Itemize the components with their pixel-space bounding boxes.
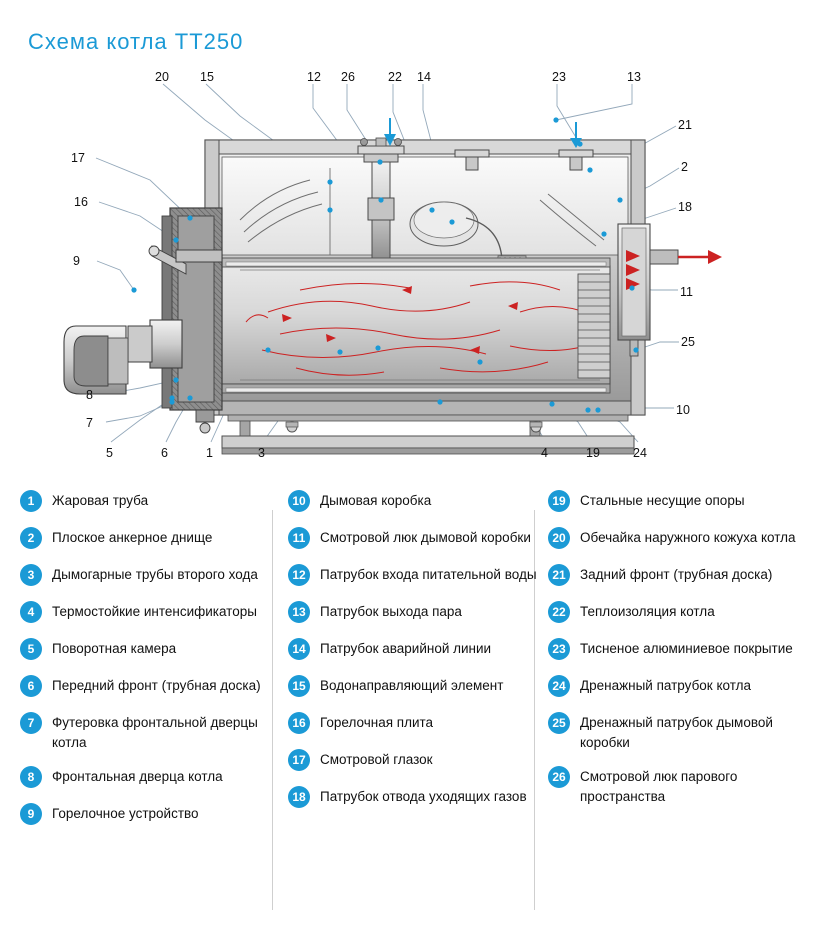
- legend-badge-4: 4: [20, 601, 42, 623]
- callout-15: 15: [200, 70, 214, 84]
- legend-item-4: [20, 601, 278, 625]
- legend-badge-10: 10: [288, 490, 310, 512]
- callout-10: 10: [676, 403, 690, 417]
- legend-item-25: [548, 712, 810, 753]
- legend-label-12: Патрубок входа питательной воды: [320, 567, 537, 582]
- callout-24: 24: [633, 446, 647, 460]
- legend-label-1: Жаровая труба: [52, 493, 149, 508]
- legend-label-23: Тисненое алюминиевое покрытие: [580, 641, 793, 656]
- callout-16: 16: [74, 195, 88, 209]
- legend-badge-15: 15: [288, 675, 310, 697]
- legend-item-23: [548, 638, 810, 662]
- boiler-supports: [222, 415, 634, 454]
- legend-item-7: [20, 712, 278, 753]
- legend-column-3: [548, 490, 810, 820]
- legend-badge-23: 23: [548, 638, 570, 660]
- legend-badge-20: 20: [548, 527, 570, 549]
- legend-item-18: [288, 786, 546, 810]
- callout-23: 23: [552, 70, 566, 84]
- flue-gas-arrows: [626, 250, 640, 290]
- callout-5: 5: [106, 446, 113, 460]
- legend-label-19: Стальные несущие опоры: [580, 493, 745, 508]
- page-title: Схема котла ТТ250: [28, 28, 244, 54]
- legend-label-3: Дымогарные трубы второго хода: [52, 567, 258, 582]
- legend-item-2: [20, 527, 278, 551]
- legend-label-18: Патрубок отвода уходящих газов: [320, 789, 527, 804]
- legend-label-10: Дымовая коробка: [320, 493, 432, 508]
- legend-label-26: Смотровой люк парового пространства: [580, 769, 738, 804]
- legend-item-11: [288, 527, 546, 551]
- legend-label-13: Патрубок выхода пара: [320, 604, 462, 619]
- legend-item-9: [20, 803, 278, 827]
- callout-4: 4: [541, 446, 548, 460]
- furnace-flame-tube: [222, 258, 610, 393]
- callout-20: 20: [155, 70, 169, 84]
- callout-9: 9: [73, 254, 80, 268]
- callout-21: 21: [678, 118, 692, 132]
- legend-label-2: Плоское анкерное днище: [52, 530, 213, 545]
- legend-label-17: Смотровой глазок: [320, 752, 433, 767]
- legend-label-5: Поворотная камера: [52, 641, 177, 656]
- legend-column-2: [288, 490, 546, 823]
- legend-item-16: [288, 712, 546, 736]
- legend-label-6: Передний фронт (трубная доска): [52, 678, 261, 693]
- legend-badge-22: 22: [548, 601, 570, 623]
- legend-badge-24: 24: [548, 675, 570, 697]
- callout-26: 26: [341, 70, 355, 84]
- legend-label-22: Теплоизоляция котла: [580, 604, 715, 619]
- legend-item-5: [20, 638, 278, 662]
- legend-label-11: Смотровой люк дымовой коробки: [320, 530, 531, 545]
- legend-item-19: [548, 490, 810, 514]
- legend-label-9: Горелочное устройство: [52, 806, 199, 821]
- legend-badge-12: 12: [288, 564, 310, 586]
- callout-8: 8: [86, 388, 93, 402]
- legend-item-26: [548, 766, 810, 807]
- legend-label-21: Задний фронт (трубная доска): [580, 567, 773, 582]
- legend-badge-3: 3: [20, 564, 42, 586]
- legend-badge-8: 8: [20, 766, 42, 788]
- legend-column-1: [20, 490, 278, 840]
- legend-badge-17: 17: [288, 749, 310, 771]
- callout-12: 12: [307, 70, 321, 84]
- legend-item-20: [548, 527, 810, 551]
- callout-17: 17: [71, 151, 85, 165]
- legend-badge-25: 25: [548, 712, 570, 734]
- legend-item-6: [20, 675, 278, 699]
- legend-item-1: [20, 490, 278, 514]
- callout-25: 25: [681, 335, 695, 349]
- legend: [0, 490, 816, 930]
- legend-item-10: [288, 490, 546, 514]
- legend-label-14: Патрубок аварийной линии: [320, 641, 492, 656]
- legend-badge-21: 21: [548, 564, 570, 586]
- callout-19: 19: [586, 446, 600, 460]
- legend-item-17: [288, 749, 546, 773]
- legend-badge-16: 16: [288, 712, 310, 734]
- legend-badge-18: 18: [288, 786, 310, 808]
- legend-badge-9: 9: [20, 803, 42, 825]
- legend-item-14: [288, 638, 546, 662]
- legend-label-7: Футеровка фронтальной дверцы котла: [52, 715, 258, 750]
- legend-label-8: Фронтальная дверца котла: [52, 769, 223, 784]
- steam-space: [222, 157, 628, 263]
- legend-item-21: [548, 564, 810, 588]
- callout-1: 1: [206, 446, 213, 460]
- callout-7: 7: [86, 416, 93, 430]
- legend-item-22: [548, 601, 810, 625]
- legend-label-24: Дренажный патрубок котла: [580, 678, 752, 693]
- legend-item-15: [288, 675, 546, 699]
- legend-badge-13: 13: [288, 601, 310, 623]
- legend-item-13: [288, 601, 546, 625]
- callout-6: 6: [161, 446, 168, 460]
- boiler-schematic-svg: [0, 50, 816, 480]
- callout-11: 11: [680, 285, 693, 299]
- callout-22: 22: [388, 70, 402, 84]
- callout-3: 3: [258, 446, 265, 460]
- legend-badge-11: 11: [288, 527, 310, 549]
- legend-item-8: [20, 766, 278, 790]
- legend-label-4: Термостойкие интенсификаторы: [52, 604, 257, 619]
- boiler-schematic: [0, 50, 816, 480]
- callout-14: 14: [417, 70, 431, 84]
- legend-label-20: Обечайка наружного кожуха котла: [580, 530, 796, 545]
- legend-item-3: [20, 564, 278, 588]
- callout-2: 2: [681, 160, 688, 174]
- legend-badge-19: 19: [548, 490, 570, 512]
- callout-18: 18: [678, 200, 692, 214]
- legend-label-15: Водонаправляющий элемент: [320, 678, 504, 693]
- legend-badge-1: 1: [20, 490, 42, 512]
- legend-badge-5: 5: [20, 638, 42, 660]
- legend-badge-26: 26: [548, 766, 570, 788]
- legend-badge-7: 7: [20, 712, 42, 734]
- legend-item-24: [548, 675, 810, 699]
- rear-tube-bank: [578, 274, 610, 378]
- legend-item-12: [288, 564, 546, 588]
- legend-badge-14: 14: [288, 638, 310, 660]
- legend-badge-6: 6: [20, 675, 42, 697]
- legend-badge-2: 2: [20, 527, 42, 549]
- callout-13: 13: [627, 70, 641, 84]
- legend-label-16: Горелочная плита: [320, 715, 434, 730]
- legend-label-25: Дренажный патрубок дымовой коробки: [580, 715, 773, 750]
